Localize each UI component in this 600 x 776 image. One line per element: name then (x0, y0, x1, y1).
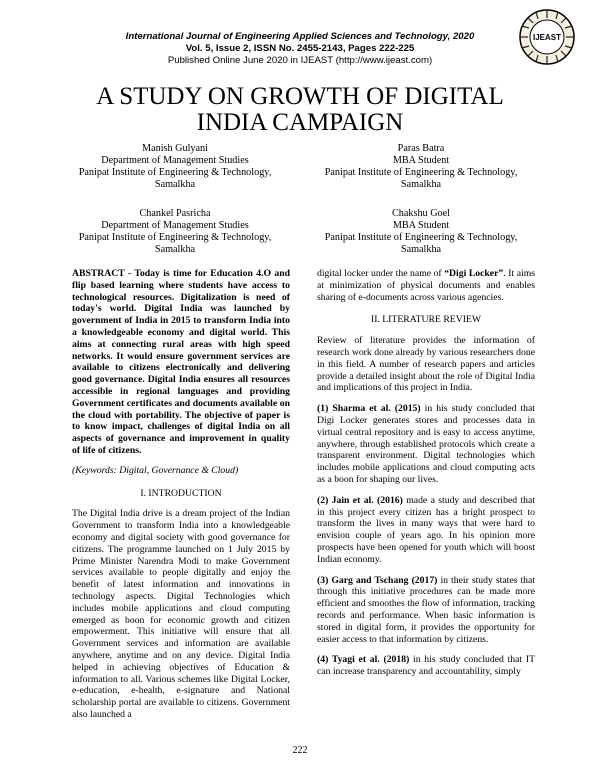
author-location: Samalkha (154, 179, 196, 190)
review-item (317, 575, 535, 646)
author-institute: Panipat Institute of Engineering & Technology, (78, 232, 272, 243)
review-item (317, 403, 535, 486)
author-affiliation: Department of Management Studies (101, 220, 249, 231)
review-ref: (3) Garg and Tschang (2017) (317, 574, 438, 586)
journal-header (60, 31, 540, 67)
introduction-text: The Digital India drive is a dream project of the Indian Government to transform India into a knowledgeable economy and digital society with good governance for citizens. The programme launched on 1 July 2015 by Prime Minister Narendra Modi to make Government services available to people digitally and enjoy the benefit of latest information and innovations in technology aspects. Digital Technologies which includes mobile applications and cloud computing emerged as boon for economic growth and citizen empowerment. This initiative will ensure that all Government services and information are available anywhere, anytime and on any device. Digital India helped in achieving objectives of Education & information to all. Various schemes like Digital Locker, e-education, e-health, e-signature and National scholarship portal are available to citizens. Government also launched a (72, 508, 290, 720)
author-affiliation: MBA Student (392, 155, 450, 166)
author-block-1 (50, 143, 300, 191)
review-ref: (1) Sharma et al. (2015) (317, 403, 421, 415)
review-text: in their study states that through this initiative procedures can be made more efficient and smoothes the flow of information, tracking records and performance. When basic information is stored in digital form, it provides the opportunity for easier access to that information by citizens. (317, 574, 535, 645)
review-text: made a study and described that in this project every citizen has a bright prospect to transform the lives in many ways that were hard to envision couple of years ago. In his opinion more prospects have been opened for youth which will boost Indian economy. (317, 494, 536, 565)
section-heading-introduction: I. INTRODUCTION (140, 487, 222, 499)
review-ref: (4) Tyagi et al. (2018) (317, 654, 410, 666)
intro-cont-text-a: digital locker under the name of (317, 268, 445, 279)
author-affiliation: MBA Student (392, 220, 450, 231)
author-name: Chakshu Goel (391, 208, 450, 219)
review-ref: (2) Jain et al. (2016) (317, 494, 403, 506)
author-location: Samalkha (400, 179, 442, 190)
author-institute: Panipat Institute of Engineering & Technology, (78, 167, 272, 178)
keywords: (Keywords: Digital, Governance & Cloud) (72, 464, 239, 476)
published-info: Published Online June 2020 in IJEAST (http://www.ijeast.com) (167, 55, 433, 66)
author-location: Samalkha (400, 244, 442, 255)
author-block-3 (50, 208, 300, 256)
introduction-continued (317, 268, 535, 303)
title-line-1: A STUDY ON GROWTH OF DIGITAL (96, 83, 504, 110)
page-number: 222 (292, 745, 308, 756)
abstract: ABSTRACT - Today is time for Education 4.O and flip based learning where students have access to technological resources. Digitalization is need of today's world. Digital India was launched by government of India in 2015 to transform India into a knowledgeable economy and digital world. This aims at connecting rural areas with high speed networks. It would ensure government services are available to citizens electronically and delivering good governance. Digital India ensures all resources accessible in regional languages and providing Government certificates and documents available on the cloud with portability. The objective of paper is to know impact, challenges of digital India on all aspects of governance and improvement in quality of life of citizens. (72, 268, 290, 456)
author-block-4 (296, 208, 546, 256)
author-name: Chankel Pasricha (139, 208, 211, 219)
author-name: Manish Gulyani (142, 143, 208, 154)
review-item (317, 495, 535, 566)
ijeast-logo (518, 8, 576, 66)
review-item (317, 654, 535, 678)
digi-locker-term: “Digi Locker” (444, 268, 504, 279)
paper-title (60, 84, 540, 136)
journal-name: International Journal of Engineering Applied Sciences and Technology, 2020 (125, 31, 475, 42)
author-institute: Panipat Institute of Engineering & Technology, (324, 167, 518, 178)
literature-intro: Review of literature provides the information of research work done already by various researchers done in this field. A number of research papers and articles provide a detailed insight about the role of Digital India and implications of this project in India. (317, 335, 535, 394)
intro-cont-text-b: . It aims at minimization of physical documents and enables sharing of e-documents across various agencies. (317, 268, 535, 303)
logo-text: IJEAST (532, 33, 562, 42)
author-block-2 (296, 143, 546, 191)
author-location: Samalkha (154, 244, 196, 255)
section-heading-literature-review: II. LITERATURE REVIEW (370, 314, 482, 326)
right-column (317, 268, 535, 678)
author-affiliation: Department of Management Studies (101, 155, 249, 166)
left-column (72, 268, 290, 721)
author-name: Paras Batra (397, 143, 445, 154)
review-text: in his study concluded that IT can increase transparency and accountability, simply (317, 654, 535, 678)
review-text: in his study concluded that Digi Locker generates stores and processes data in virtual central repository and is easy to access anytime, anywhere, through established protocols which create a transparent environment. Digital technologies which includes mobile applications and cloud computing acts as a boon for shaping our lives. (317, 403, 535, 485)
volume-info: Vol. 5, Issue 2, ISSN No. 2455-2143, Pages 222-225 (185, 43, 415, 54)
author-institute: Panipat Institute of Engineering & Technology, (324, 232, 518, 243)
title-line-2: INDIA CAMPAIGN (196, 109, 404, 136)
